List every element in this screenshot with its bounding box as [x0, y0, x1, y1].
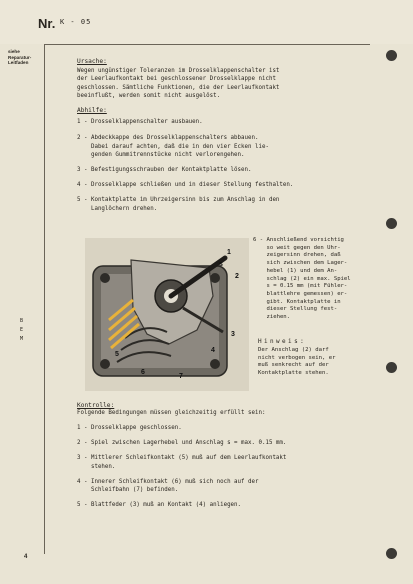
sidebar-label-line: Leitfaden: [8, 60, 29, 66]
figure-label: 6: [141, 369, 145, 376]
binder-hole-icon: [386, 50, 397, 61]
text-line: 2 - Abdeckkappe des Drosselklappenschalters abbauen.: [77, 135, 259, 142]
section-heading-ursache: Ursache:: [77, 58, 107, 65]
figure-label: 2: [235, 273, 239, 280]
main-content: [77, 58, 377, 213]
text-line: 1 - Drosselklappe geschlossen.: [77, 425, 182, 431]
hint-body: [258, 347, 383, 378]
section-heading-kontrolle: Kontrolle:: [77, 402, 115, 409]
list-item: [77, 424, 377, 432]
text-line: Der Anschlag (2) darf: [258, 347, 329, 353]
text-line: Schleifbahn (7) befinden.: [77, 487, 179, 494]
text-line: 3 - Befestigungsschrauben der Kontaktplatte lösen.: [77, 167, 252, 174]
section-heading-abhilfe: Abhilfe:: [77, 107, 107, 115]
list-item: [77, 501, 377, 509]
text-line: 4 - Innerer Schleifkontakt (6) muß sich noch auf der: [77, 478, 259, 485]
side-mark: M: [20, 336, 24, 342]
figure-label: 5: [115, 351, 119, 358]
text-line: 3 - Mittlerer Schleifkontakt (5) muß auf dem Leerlaufkontakt: [77, 455, 287, 462]
figure-label: 4: [211, 347, 215, 354]
list-item: [77, 118, 377, 126]
sidebar-label-line: siehe: [8, 49, 20, 54]
text-line: dieser Stellung fest-: [253, 306, 338, 313]
sidebar-label: [8, 49, 42, 66]
kontrolle-list: [77, 424, 377, 509]
text-line: 5 - Kontaktplatte im Uhrzeigersinn bis zum Anschlag in den: [77, 197, 280, 204]
header-code: K - 05: [60, 18, 92, 26]
header-nr: Nr.: [38, 16, 56, 31]
list-item: [77, 478, 377, 494]
text-line: 1 - Drosselklappenschalter ausbauen.: [77, 119, 203, 126]
figure-dimension-label: s: [219, 261, 223, 268]
text-line: 2 - Spiel zwischen Lagerhebel und Anschlag s = max. 0.15 mm.: [77, 440, 287, 447]
text-line: ziehen.: [253, 314, 291, 321]
text-line: Dabei darauf achten, daß die in den vier Ecken lie-: [77, 143, 269, 150]
text-line: geschlossen. Sämtliche Funktionen, die der Leerlaufkontakt: [77, 84, 280, 91]
ursache-paragraph: [77, 67, 377, 100]
step-6-text: [253, 237, 383, 322]
text-line: blattlehre gemessen) er-: [253, 290, 348, 297]
throttle-switch-figure: [85, 238, 249, 391]
text-line: s = 0.15 mm (mit Fühler-: [253, 283, 348, 290]
list-item: [77, 454, 377, 470]
screw-icon: [210, 359, 220, 369]
figure-label: 1: [227, 249, 231, 256]
binder-hole-icon: [386, 218, 397, 229]
text-line: hebel (1) und dem An-: [253, 267, 338, 274]
text-line: nicht verbogen sein, er: [258, 354, 336, 361]
list-item: [77, 196, 377, 212]
text-line: stehen.: [77, 463, 116, 470]
screw-icon: [100, 359, 110, 369]
figure-label: 7: [179, 373, 183, 380]
hint-title: Hinweis:: [258, 338, 307, 345]
text-line: Kontaktplatte stehen.: [258, 370, 329, 377]
text-line: 6 - Anschließend vorsichtig: [253, 237, 344, 243]
text-line: muß senkrecht auf der: [258, 362, 329, 369]
binder-hole-icon: [386, 548, 397, 559]
text-line: 5 - Blattfeder (3) muß an Kontakt (4) anliegen.: [77, 502, 242, 509]
frame-top-line: [44, 44, 370, 45]
figure-label: 3: [231, 331, 235, 338]
text-line: zeigersinn drehen, daß: [253, 252, 341, 259]
side-mark: B: [20, 318, 24, 324]
side-mark: E: [20, 327, 24, 333]
list-item: [77, 181, 377, 189]
frame-left-line: [44, 44, 45, 554]
list-item: [77, 439, 377, 447]
text-line: gibt. Kontaktplatte in: [253, 298, 341, 305]
text-line: Wegen ungünstiger Toleranzen im Drosselklappenschalter ist: [77, 68, 280, 75]
text-line: Langlöchern drehen.: [77, 205, 158, 212]
sidebar-label-line: Reparatur-: [8, 54, 32, 60]
text-line: sich zwischen dem Lager-: [253, 260, 348, 267]
text-line: so weit gegen den Uhr-: [253, 244, 341, 251]
list-item: [77, 134, 377, 159]
text-line: schlag (2) ein max. Spiel: [253, 275, 351, 282]
text-line: genden Gummitrennstücke nicht verlorengehen.: [77, 151, 245, 158]
kontrolle-intro: Folgende Bedingungen müssen gleichzeitig erfüllt sein:: [77, 410, 266, 416]
list-item: [77, 166, 377, 174]
page-number: 4: [24, 554, 28, 560]
text-line: 4 - Drosselklappe schließen und in dieser Stellung festhalten.: [77, 182, 294, 189]
text-line: der Leerlaufkontakt bei geschlossener Drosselklappe nicht: [77, 76, 276, 83]
text-line: beeinflußt, werden somit nicht ausgelöst.: [77, 92, 221, 99]
screw-icon: [100, 273, 110, 283]
binder-hole-icon: [386, 362, 397, 373]
